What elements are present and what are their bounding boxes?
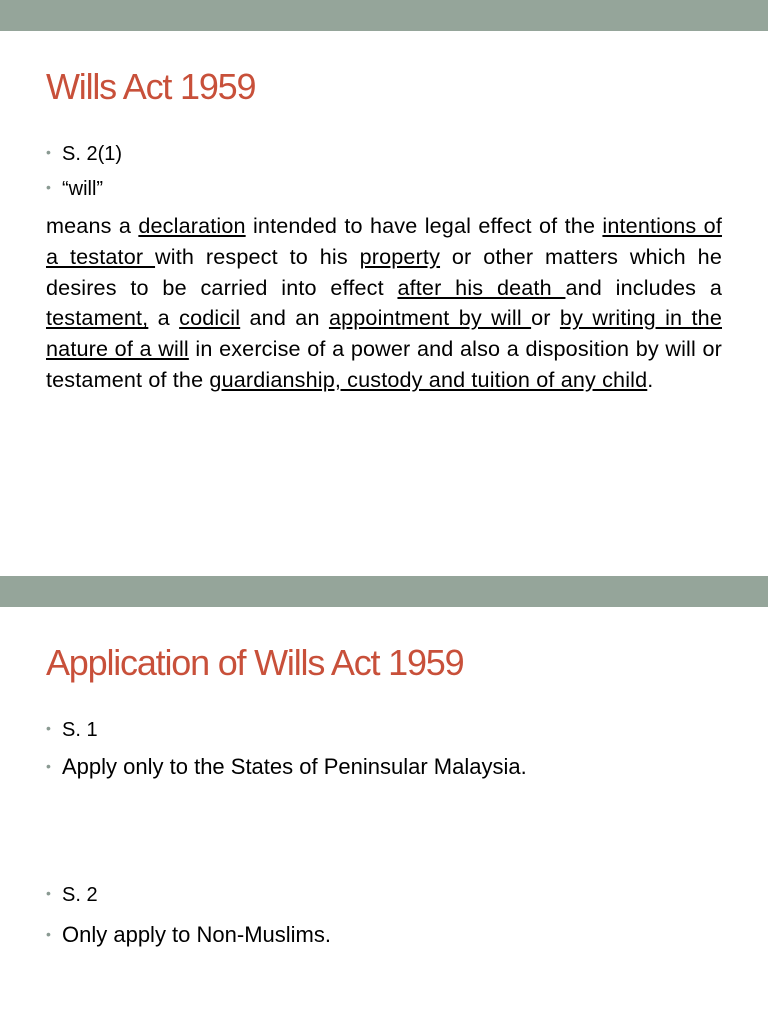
definition-underlined: appointment by will [328,305,532,331]
definition-text: intended to have legal effect of the [245,213,603,238]
slide-title: Wills Act 1959 [46,66,256,107]
bullet-dot-icon: • [46,885,51,901]
definition-text: with respect to his [155,243,360,269]
definition-underlined: after his death [397,274,566,300]
definition-text: or other matters which he desires to be carried into effect [46,243,722,300]
bullet-text: “will” [62,178,104,200]
definition-text: a [148,305,180,331]
bullet-dot-icon: • [46,144,51,160]
bullet-text: Only apply to Non-Muslims. [62,922,331,947]
definition-text: and an [240,305,329,331]
bullet-text: S. 1 [62,719,98,741]
bullet-scope [46,754,527,780]
definition-text: or [531,305,560,331]
slide-title: Application of Wills Act 1959 [46,642,464,683]
definition-text: in exercise of a power and also a disposition by will or testament of the [46,336,722,392]
definition-underlined: by writing in the nature of a will [46,305,722,362]
bullet-section-2 [46,884,98,907]
bullet-applicability [46,922,331,948]
definition-underlined: property [359,243,441,269]
slide-application [0,576,768,1024]
bullet-dot-icon: • [46,926,51,942]
bullet-text: Apply only to the States of Peninsular Malaysia. [62,754,527,779]
header-band [0,0,768,31]
definition-underlined: codicil [179,305,241,331]
header-band [0,576,768,607]
bullet-section-1 [46,719,98,742]
definition-text: means a [46,213,139,238]
bullet-text: S. 2 [62,884,98,906]
bullet-text: S. 2(1) [62,143,123,165]
bullet-term [46,178,103,201]
definition-underlined: testament, [46,305,149,331]
definition-underlined: guardianship, custody and tuition of any child [209,366,648,392]
bullet-dot-icon: • [46,720,51,736]
bullet-section [46,143,122,166]
definition-underlined: intentions of a testator [46,213,722,269]
definition-underlined: declaration [138,213,246,238]
definition-text: . [647,366,654,392]
bullet-dot-icon: • [46,179,51,195]
definition-text: and includes a [565,274,722,300]
definition-paragraph [46,211,722,396]
bullet-dot-icon: • [46,758,51,774]
